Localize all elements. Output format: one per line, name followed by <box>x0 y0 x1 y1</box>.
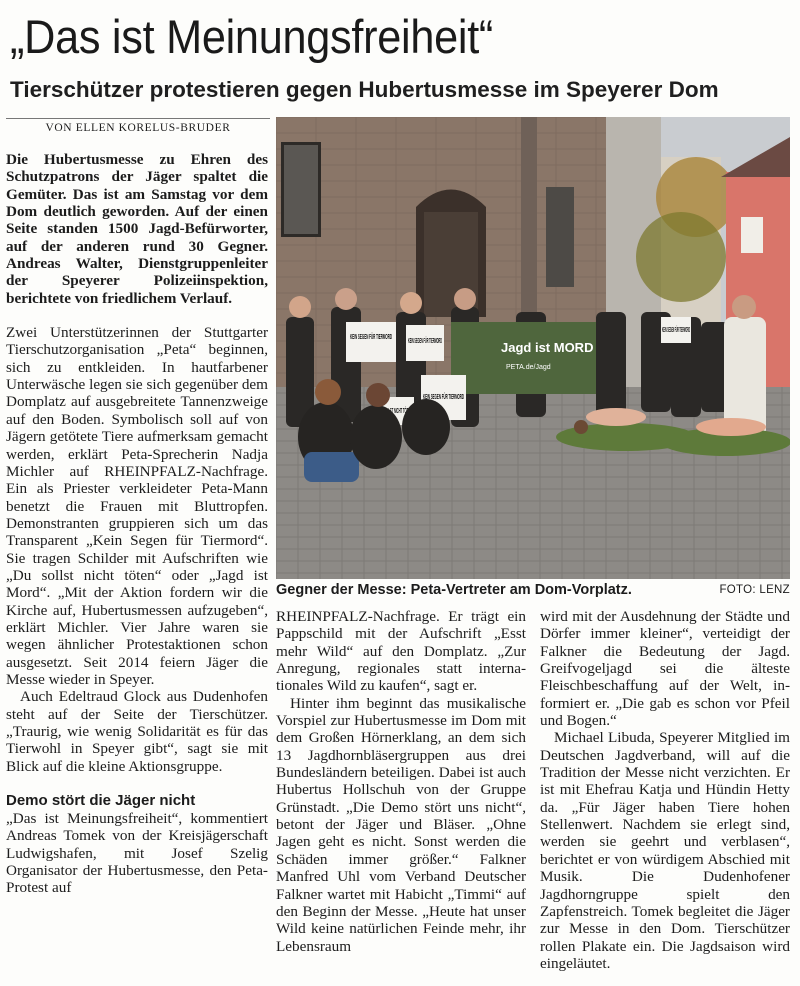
subheadline: Tierschützer protestieren gegen Hubertusmesse im Speyerer Dom <box>10 77 719 102</box>
body-paragraph-7: Michael Libuda, Speyerer Mitglied im Deutschen Jagdverband, will auf die Tradition der Messe nicht verzichten. Er ist mit Ehefrau Katja und Hündin Hetty da. „Für Jäger haben Tiere hohen Stellenwert. Nachdem sie erlegt sind, werden sie geehrt und verblasen“, berichtet er von würdigem Abschied mit Musik. Die Dudenhofener Jagdhorngruppe spielt den Zapfenstreich. Tomek begleitet die Jäger zur Messe in den Dom. Tierschützer rollen Plakate ein. Die Jagdsaison wird eingeläutet. <box>540 729 790 972</box>
photo-caption: Gegner der Messe: Peta-Vertreter am Dom-Vorplatz. <box>276 582 632 598</box>
body-paragraph-5: Hinter ihm beginnt das musikalische Vorspiel zur Hubertusmesse im Dom mit dem Großen Hörnerklang, an dem sich 13 Jagdhornbläsergruppen aus drei Bundesländern beteiligen. Dabei ist auch Hubertus Hollschuh von der Gruppe Grünstadt. „Die Demo stört uns nicht“, betont der Jäger und Bläser. „Ohne Jagen geht es nicht. Sonst werden die Schäden immer größer.“ Falkner Manfred Uhl vom Verband Deutscher Falkner wartet mit Habicht „Timmi“ auf den Beginn der Messe. „Heute hat unser Wild keine natürlichen Feinde mehr, ihr Lebensraum <box>276 694 526 955</box>
body-paragraph-2: Auch Edeltraud Glock aus Dudenhofen steht auf der Seite der Tierschützer. „Traurig, wie wenig Solidarität es für das Tierwohl in Speyer gibt“, sagt sie mit Blick auf die kleine Aktionsgruppe. <box>6 688 268 775</box>
column-1 <box>6 151 268 897</box>
column-2 <box>276 608 526 955</box>
body-paragraph-6: wird mit der Ausdehnung der Städte und Dörfer immer kleiner“, verteidigt der Falkner die Bedeutung der Jagd. Greifvogeljagd sei die älteste Fleischbeschaffung auf der Welt, informiert er. „Die gab es schon vor Pfeil und Bogen.“ <box>540 608 790 730</box>
byline: VON ELLEN KORELUS-BRUDER <box>45 122 231 134</box>
banner-small-text: PETA.de/Jagd <box>506 364 551 371</box>
headline: „Das ist Meinungsfreiheit“ <box>10 10 494 63</box>
photo-caption-row <box>276 582 790 602</box>
banner-text: Jagd ist MORD <box>501 340 594 355</box>
protest-photo-illustration <box>276 117 790 579</box>
sign-5-text <box>662 325 690 334</box>
sign-1-text <box>350 332 392 341</box>
byline-divider <box>6 118 270 119</box>
article-photo <box>276 117 790 579</box>
body-paragraph-4: RHEINPFALZ-Nachfrage. Er trägt ein Pappschild mit der Aufschrift „Esst mehr Wild“ auf den Domplatz. „Zur Anregung, regionales statt internationales Wild zu kaufen“, sagt er. <box>276 608 526 695</box>
sign-2-text <box>408 336 442 345</box>
column-3 <box>540 608 790 972</box>
photo-credit: FOTO: LENZ <box>719 584 790 596</box>
section-subheading: Demo stört die Jäger nicht <box>6 792 196 810</box>
lead-paragraph: Die Hubertusmesse zu Ehren des Schutzpatrons der Jäger spaltet die Gemüter. Das ist am Samstag vor dem Dom deutlich geworden. Auf der einen Seite standen 1500 Jagd-Befürworter, auf der anderen rund 30 Gegner. Andreas Walter, Dienstgruppenleiter der Speyerer Polizeiinspektion, berichtete von friedlichem Verlauf. <box>6 151 268 307</box>
body-paragraph-1: Zwei Unterstützerinnen der Stuttgarter Tierschutzorganisation „Peta“ beginnen, sich zu entkleiden. In hautfarbener Unterwäsche legen sie sich gegenüber dem Domplatz auf ausgebreitete Tannenzweige auf den Boden. Symbolisch soll auf von Jägern getötete Tiere aufmerksam gemacht werden, erklärt Peta-Sprecherin Nadja Michler auf RHEINPFALZ-Nachfrage. Ein als Priester verkleideter Peta-Mann benetzt die Frauen mit Bluttropfen. Demonstranten gruppieren sich um das Transparent „Kein Segen für Tiermord“. Sie tragen Schilder mit Aufschriften wie „Du sollst nicht töten“ oder „Jagd ist Mord“. „Mit der Aktion fordern wir die Kirche auf, Hubertusmessen aufzugeben“, erklärt Michler. Vier Jahre waren sie wegen ähnlicher Protestaktionen schon ausgesetzt. Seit 2014 feiern Jäger die Messe wieder in Speyer. <box>6 324 268 688</box>
body-paragraph-3: „Das ist Meinungsfreiheit“, kommentiert Andreas Tomek von der Kreisjägerschaft Ludwigshafen, mit Josef Szelig Organisator der Hubertusmesse, den Peta-Protest auf <box>6 810 268 897</box>
